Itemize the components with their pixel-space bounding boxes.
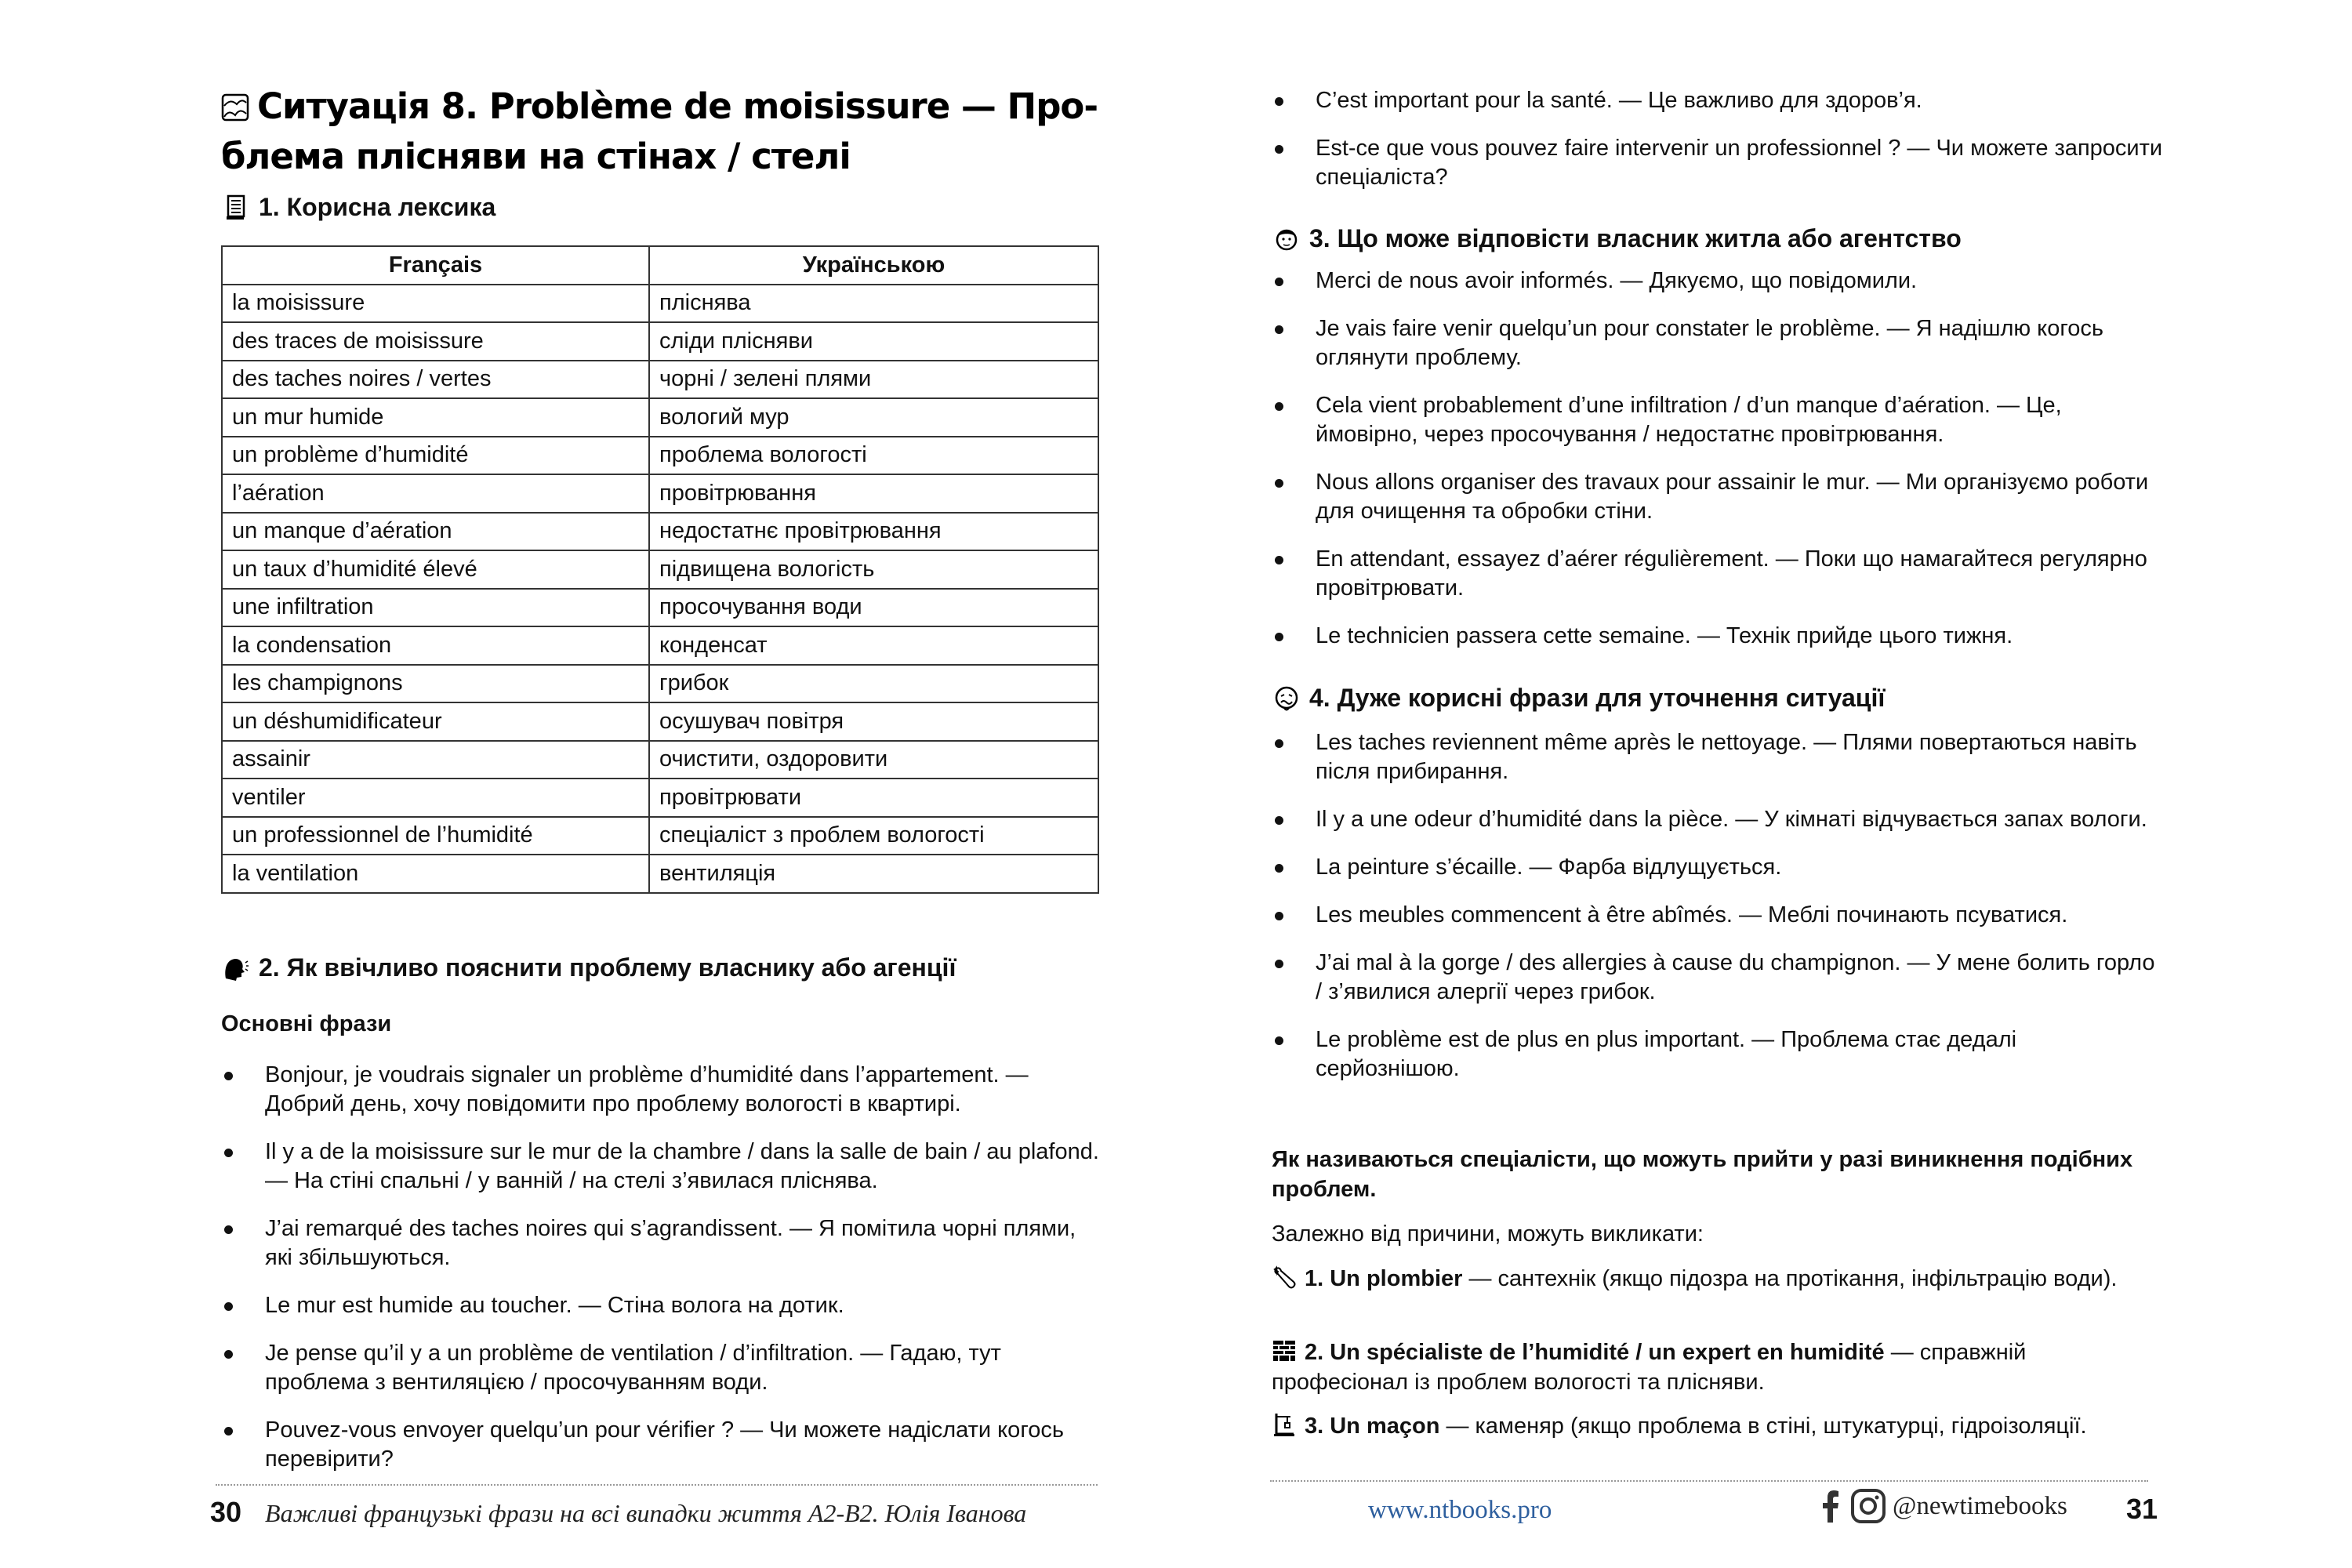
- building-construction-icon: [1272, 1412, 1297, 1437]
- ukrainian-term: очистити, оздоровити: [649, 741, 1098, 779]
- title-line-2: блема плісняви на стінах / стелі: [221, 136, 851, 177]
- owner-replies-list: [1272, 267, 2165, 670]
- french-term: des taches noires / vertes: [222, 361, 649, 399]
- ukrainian-term: пліснява: [649, 285, 1098, 323]
- french-term: un professionnel de l’humidité: [222, 817, 649, 855]
- ukrainian-term: просочування води: [649, 589, 1098, 627]
- french-term: une infiltration: [222, 589, 649, 627]
- french-term: les champignons: [222, 665, 649, 703]
- list-item: Pouvez-vous envoyer quelqu’un pour vérifier ? — Чи можете надіслати когось перевірити?: [221, 1416, 1107, 1474]
- ukrainian-term: вентиляція: [649, 855, 1098, 893]
- section-2-continued-list: [1272, 86, 2165, 211]
- list-item: Il y a une odeur d’humidité dans la pièce. — У кімнаті відчувається запах вологи.: [1272, 805, 2165, 834]
- face-icon: [1273, 226, 1300, 252]
- social-handle[interactable]: @newtimebooks: [1893, 1491, 2067, 1520]
- wrench-icon: [1272, 1265, 1297, 1290]
- ukrainian-term: спеціаліст з проблем вологості: [649, 817, 1098, 855]
- french-term: assainir: [222, 741, 649, 779]
- list-item: La peinture s’écaille. — Фарба відлущується.: [1272, 853, 2165, 882]
- specialists-heading: Як називаються спеціалісти, що можуть прийти у разі виникнення подібних проблем.: [1272, 1147, 2133, 1202]
- list-item: Merci de nous avoir informés. — Дякуємо, що повідомили.: [1272, 267, 2165, 296]
- ukrainian-term: чорні / зелені плями: [649, 361, 1098, 399]
- list-item: Nous allons organiser des travaux pour assainir le mur. — Ми організуємо роботи для очищення та обробки стіни.: [1272, 468, 2165, 526]
- ukrainian-term: грибок: [649, 665, 1098, 703]
- french-term: la moisissure: [222, 285, 649, 323]
- page-number-right: 31: [2126, 1493, 2158, 1525]
- book-title: Важливі французькі фрази на всі випадки життя А2-В2. Юлія Іванова: [265, 1499, 1027, 1527]
- list-item: Le mur est humide au toucher. — Стіна волога на дотик.: [221, 1291, 1107, 1320]
- website-link[interactable]: www.ntbooks.pro: [1368, 1496, 1552, 1524]
- list-item: Il y a de la moisissure sur le mur de la chambre / dans la salle de bain / au plafond. — На стіні спальні / у ванній / на стелі з’явилася пліснява.: [221, 1138, 1107, 1196]
- column-header-french: Français: [222, 246, 649, 285]
- footer-divider: [1270, 1480, 2148, 1482]
- section-1-title: 1. Корисна лексика: [259, 193, 496, 221]
- column-header-ukrainian: Українською: [649, 246, 1098, 285]
- facebook-icon[interactable]: [1817, 1488, 1844, 1524]
- french-term: un manque d’aération: [222, 513, 649, 551]
- specialist-term: 3. Un maçon: [1305, 1414, 1440, 1439]
- specialist-item: [1272, 1264, 2158, 1294]
- list-item: Je pense qu’il y a un problème de ventilation / d’infiltration. — Гадаю, тут проблема з вентиляцією / просочуванням води.: [221, 1339, 1107, 1397]
- brick-wall-icon: [1272, 1338, 1297, 1363]
- french-term: un problème d’humidité: [222, 437, 649, 475]
- section-4-title: 4. Дуже корисні фрази для уточнення ситуації: [1309, 684, 1886, 712]
- ukrainian-term: недостатнє провітрювання: [649, 513, 1098, 551]
- french-term: la condensation: [222, 626, 649, 665]
- section-2-title: 2. Як ввічливо пояснити проблему власнику або агенції: [259, 953, 956, 982]
- specialist-term: 1. Un plombier: [1305, 1266, 1463, 1291]
- french-term: un taux d’humidité élevé: [222, 550, 649, 589]
- ukrainian-term: проблема вологості: [649, 437, 1098, 475]
- ukrainian-term: підвищена вологість: [649, 550, 1098, 589]
- specialist-term: 2. Un spécialiste de l’humidité / un expert en humidité: [1305, 1340, 1885, 1365]
- list-item: Les meubles commencent à être abîmés. — Меблі починають псуватися.: [1272, 901, 2165, 930]
- section-4-heading: [1273, 684, 1885, 713]
- list-item: Le problème est de plus en plus important. — Проблема стає дедалі серйознішою.: [1272, 1025, 2165, 1083]
- list-item: C’est important pour la santé. — Це важливо для здоров’я.: [1272, 86, 2165, 115]
- french-term: un déshumidificateur: [222, 702, 649, 741]
- list-item: En attendant, essayez d’aérer régulièrement. — Поки що намагайтеся регулярно провітрювати.: [1272, 545, 2165, 603]
- ukrainian-term: сліди плісняви: [649, 322, 1098, 361]
- specialist-description: — каменяр (якщо проблема в стіні, штукатурці, гідроізоляції.: [1439, 1414, 2087, 1439]
- social-links: [1817, 1488, 2067, 1524]
- ukrainian-term: осушувач повітря: [649, 702, 1098, 741]
- ukrainian-term: конденсат: [649, 626, 1098, 665]
- list-item: J’ai mal à la gorge / des allergies à cause du champignon. — У мене болить горло / з’явилися алергії через грибок.: [1272, 949, 2165, 1007]
- ukrainian-term: провітрювання: [649, 474, 1098, 513]
- page-number-left: 30: [210, 1496, 242, 1528]
- list-item: J’ai remarqué des taches noires qui s’agrandissent. — Я помітила чорні плями, які збільшуються.: [221, 1214, 1107, 1272]
- title-line-1: Ситуація 8. Problème de moisissure — Про-: [257, 85, 1098, 127]
- specialist-item: [1272, 1338, 2158, 1397]
- list-item: Est-ce que vous pouvez faire intervenir un professionnel ? — Чи можете запросити спеціаліста?: [1272, 134, 2165, 192]
- specialist-description: — сантехнік (якщо підозра на протікання, інфільтрацію води).: [1462, 1266, 2118, 1291]
- instagram-icon[interactable]: [1850, 1488, 1886, 1524]
- french-term: des traces de moisissure: [222, 322, 649, 361]
- specialist-description: — справжній професіонал із проблем вологості та плісняви.: [1272, 1340, 2027, 1395]
- french-term: un mur humide: [222, 398, 649, 437]
- basic-phrases-subheading: Основні фрази: [221, 1011, 392, 1036]
- list-item: Cela vient probablement d’une infiltration / d’un manque d’aération. — Це, ймовірно, через просочування / недостатнє провітрювання.: [1272, 391, 2165, 449]
- nauseated-face-icon: [1273, 685, 1300, 712]
- french-term: la ventilation: [222, 855, 649, 893]
- list-item: Je vais faire venir quelqu’un pour constater le problème. — Я надішлю когось оглянути проблему.: [1272, 314, 2165, 372]
- specialists-intro: Залежно від причини, можуть викликати:: [1272, 1221, 1704, 1247]
- ukrainian-term: провітрювати: [649, 779, 1098, 817]
- list-item: Le technicien passera cette semaine. — Технік прийде цього тижня.: [1272, 622, 2165, 651]
- french-term: l’aération: [222, 474, 649, 513]
- list-item: Les taches reviennent même après le nettoyage. — Плями повертаються навіть після прибирання.: [1272, 728, 2165, 786]
- clarification-phrases-list: [1272, 728, 2165, 1102]
- ukrainian-term: вологий мур: [649, 398, 1098, 437]
- section-3-heading: [1273, 224, 1962, 253]
- section-3-title: 3. Що може відповісти власник житла або агентство: [1309, 224, 1962, 252]
- french-term: ventiler: [222, 779, 649, 817]
- specialist-item: [1272, 1411, 2158, 1441]
- list-item: Bonjour, je voudrais signaler un problème d’humidité dans l’appartement. — Добрий день, хочу повідомити про проблему вологості в квартирі.: [221, 1061, 1107, 1119]
